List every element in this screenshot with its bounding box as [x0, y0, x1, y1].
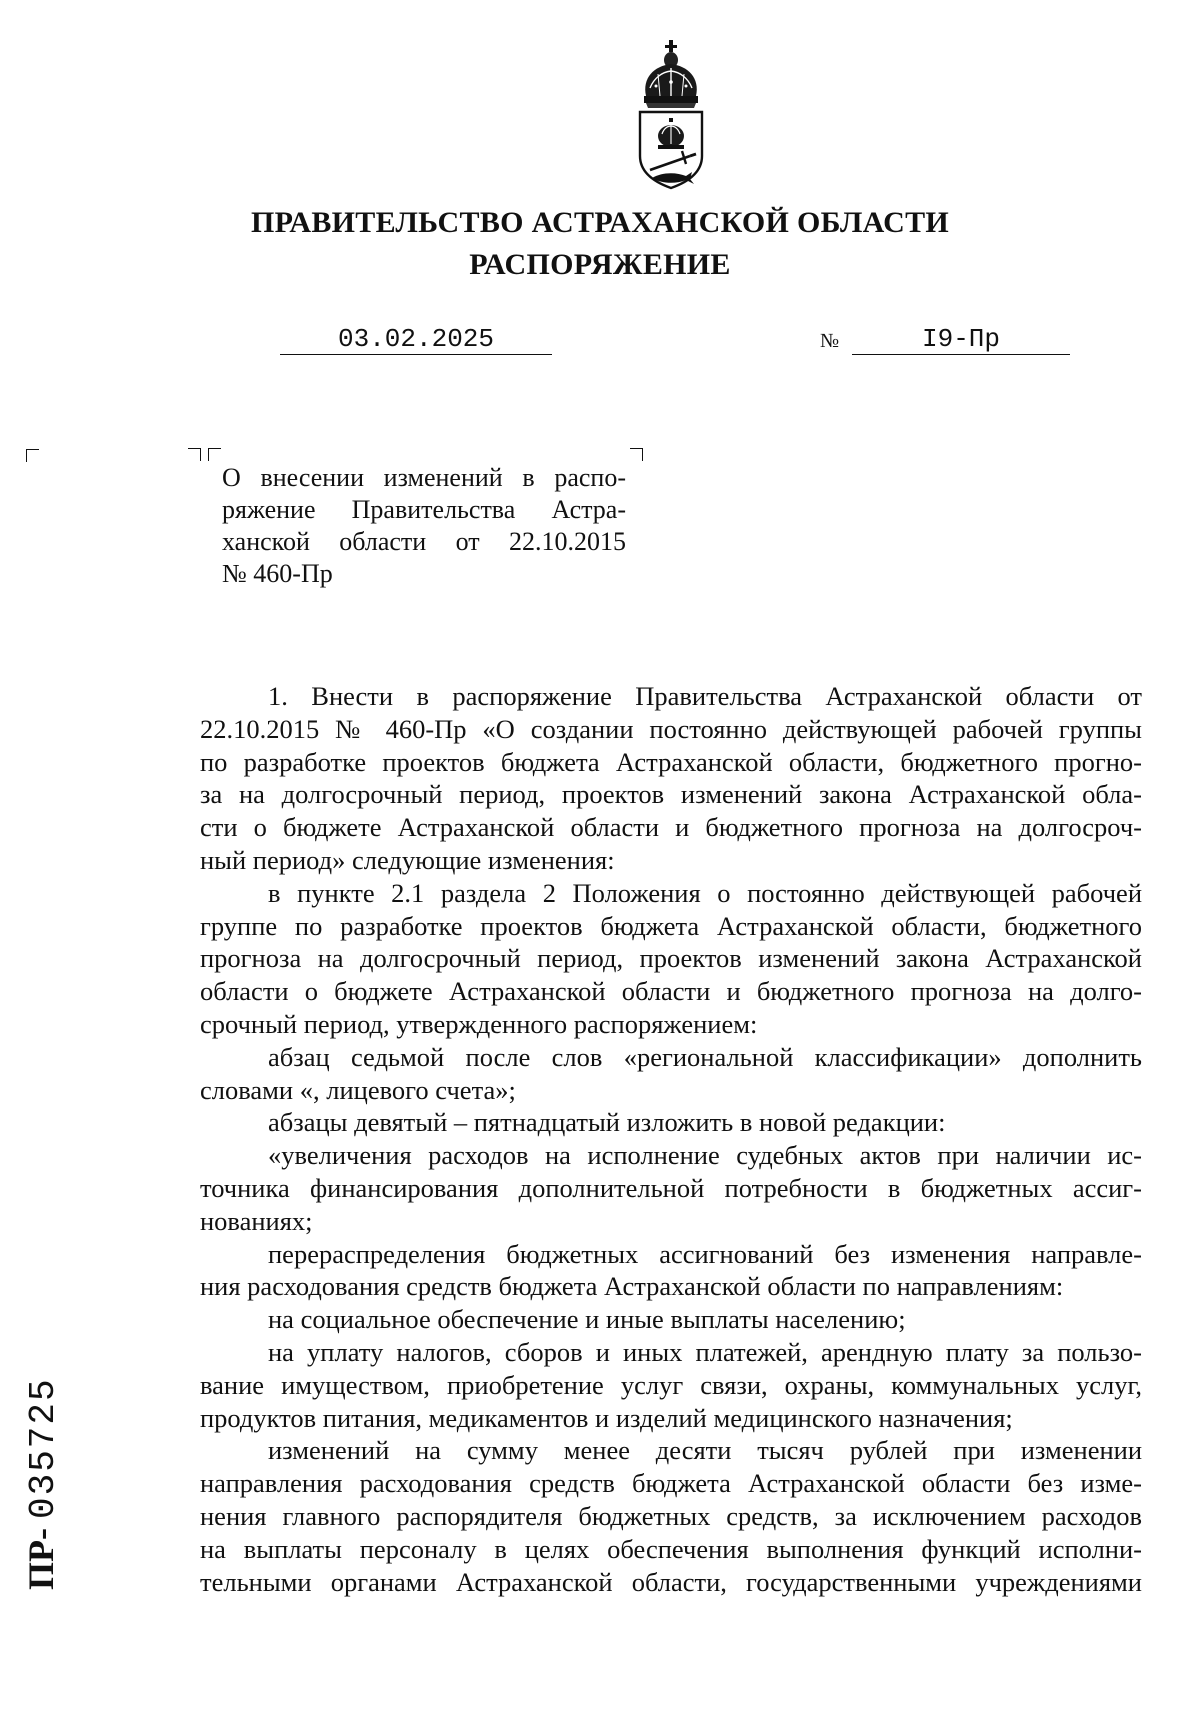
body-line: ния расходования средств бюджета Астраханской области по направлениям:	[200, 1271, 1064, 1302]
body-line: абзацы девятый – пятнадцатый изложить в новой редакции:	[268, 1107, 946, 1138]
astrakhan-coat-of-arms-icon	[632, 38, 710, 190]
body-line: на социальное обеспечение и иные выплаты населению;	[268, 1304, 906, 1335]
number-sign: №	[820, 330, 840, 352]
margin-corner-mark	[26, 449, 39, 462]
body-line: нованиях;	[200, 1205, 313, 1236]
body-line: за на долгосрочный период, проектов изменений закона Астраханской обла-	[200, 779, 1142, 810]
body-line: 22.10.2015 № 460-Пр «О создании постоянно действующей рабочей группы	[200, 713, 1142, 744]
serial-digits: 035725	[23, 1377, 64, 1520]
serial-prefix: ПР-	[21, 1528, 61, 1590]
body-line: словами «, лицевого счета»;	[200, 1074, 516, 1105]
body-line: в пункте 2.1 раздела 2 Положения о постоянно действующей рабочей	[268, 877, 1142, 908]
body-line: точника финансирования дополнительной потребности в бюджетных ассиг-	[200, 1172, 1142, 1203]
body-line: области о бюджете Астраханской области и бюджетного прогноза на долго-	[200, 976, 1142, 1007]
body-line: продуктов питания, медикаментов и изделий медицинского назначения;	[200, 1402, 1013, 1433]
body-line: группе по разработке проектов бюджета Астраханской области, бюджетного	[200, 910, 1142, 941]
body-line: по разработке проектов бюджета Астраханской области, бюджетного прогно-	[200, 746, 1142, 777]
form-serial-number	[20, 1377, 64, 1590]
body-line: перераспределения бюджетных ассигнований без изменения направле-	[268, 1238, 1142, 1269]
subject-line: ряжение Правительства Астра-	[222, 495, 626, 524]
document-number: I9-Пр	[852, 324, 1070, 355]
body-line: на уплату налогов, сборов и иных платежей, арендную плату за пользо-	[268, 1336, 1142, 1367]
body-line: вание имуществом, приобретение услуг связи, охраны, коммунальных услуг,	[200, 1369, 1142, 1400]
body-line: абзац седьмой после слов «региональной классификации» дополнить	[268, 1041, 1142, 1072]
subject-corner-mark	[208, 448, 221, 461]
subject-line: О внесении изменений в распо-	[222, 463, 626, 492]
body-line: нения главного распорядителя бюджетных средств, за исключением расходов	[200, 1500, 1142, 1531]
subject-corner-mark	[630, 448, 643, 461]
body-line: тельными органами Астраханской области, государственными учреждениями	[200, 1566, 1142, 1597]
body-line: «увеличения расходов на исполнение судебных актов при наличии ис-	[268, 1140, 1142, 1171]
subject-corner-mark	[188, 448, 201, 461]
document-type-title: РАСПОРЯЖЕНИЕ	[469, 248, 731, 281]
document-body	[200, 680, 1142, 1598]
body-line: сти о бюджете Астраханской области и бюджетного прогноза на долгосроч-	[200, 812, 1142, 843]
subject-line: № 460-Пр	[222, 559, 333, 588]
document-subject	[222, 462, 626, 590]
body-line: ный период» следующие изменения:	[200, 844, 615, 875]
body-line: направления расходования средств бюджета Астраханской области без изме-	[200, 1468, 1142, 1499]
body-line: 1. Внести в распоряжение Правительства Астраханской области от	[268, 681, 1142, 711]
subject-line: ханской области от 22.10.2015	[222, 527, 626, 556]
document-date: 03.02.2025	[280, 324, 552, 355]
government-title: ПРАВИТЕЛЬСТВО АСТРАХАНСКОЙ ОБЛАСТИ	[250, 206, 950, 239]
body-line: срочный период, утвержденного распоряжением:	[200, 1008, 758, 1039]
body-line: на выплаты персоналу в целях обеспечения выполнения функций исполни-	[200, 1533, 1142, 1564]
body-line: изменений на сумму менее десяти тысяч рублей при изменении	[268, 1435, 1142, 1466]
body-line: прогноза на долгосрочный период, проектов изменений закона Астраханской	[200, 943, 1142, 974]
